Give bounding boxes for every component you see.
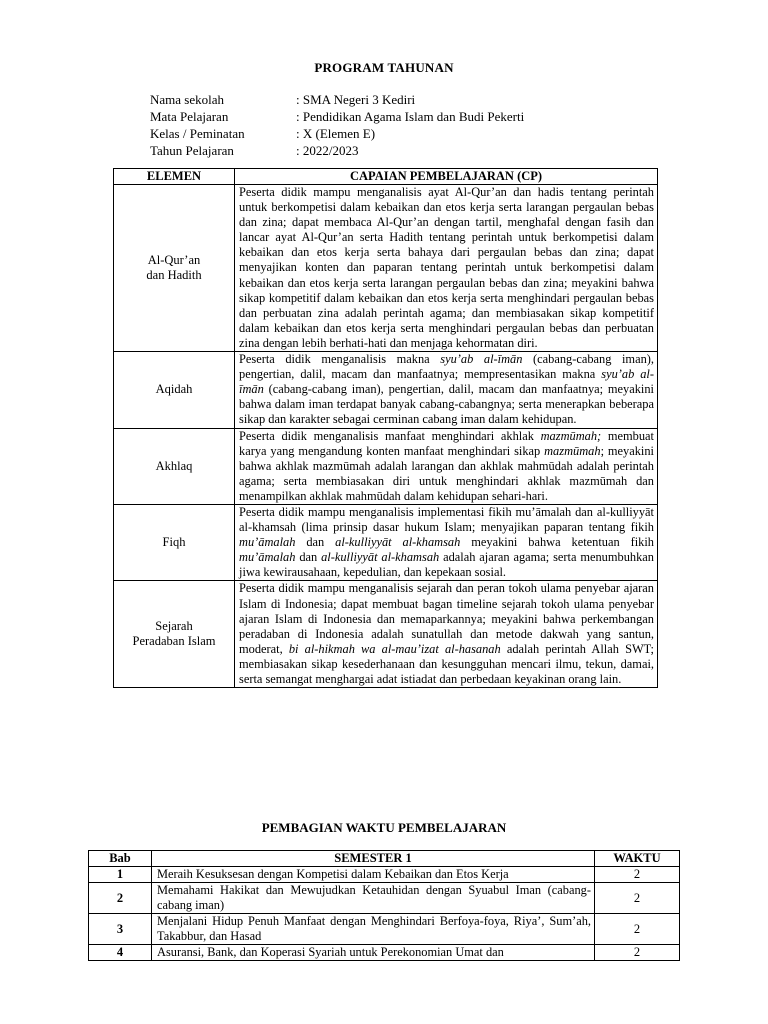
topic-cell: Meraih Kesuksesan dengan Kompetisi dalam Kebaikan dan Etos Kerja xyxy=(152,867,595,883)
info-key: Mata Pelajaran xyxy=(150,109,229,124)
info-key: Tahun Pelajaran xyxy=(150,143,234,158)
cp-description-cell xyxy=(235,581,658,688)
cp-element-cell xyxy=(114,581,235,688)
text-run: adalah ajaran agama; serta menumbuhkan jiwa kewirausahaan, kepedulian, dan kepekaan sosial. xyxy=(239,550,654,580)
time-allocation-table xyxy=(88,850,680,961)
cp-element-cell xyxy=(114,352,235,428)
element-name-line: Al-Qur’an xyxy=(147,253,201,268)
time-table-body xyxy=(89,867,680,961)
cp-header-capaian: CAPAIAN PEMBELAJARAN (CP) xyxy=(235,169,658,185)
bab-cell: 2 xyxy=(89,883,152,914)
time-row xyxy=(89,883,680,914)
cp-table xyxy=(113,168,658,688)
info-key: Kelas / Peminatan xyxy=(150,126,245,141)
element-name-line: Sejarah xyxy=(155,619,193,634)
cp-row xyxy=(114,428,658,504)
topic-cell: Menjalani Hidup Penuh Manfaat dengan Menghindari Berfoya-foya, Riya’, Sum’ah, Takabbur, dan Hasad xyxy=(152,914,595,945)
waktu-cell: 2 xyxy=(595,914,680,945)
waktu-cell: 2 xyxy=(595,883,680,914)
cp-element-cell xyxy=(114,504,235,580)
italic-term: syu’ab al-īmān xyxy=(440,352,523,367)
italic-term: mazmūmah; xyxy=(540,428,602,443)
waktu-cell: 2 xyxy=(595,867,680,883)
text-run: dan xyxy=(295,535,336,550)
text-run: ; meyakini bahwa akhlak mazmūmah adalah larangan dan akhlak mahmūdah adalah perintah agama; serta membiasakan diri untuk menghindari akhlak mazmūmah dan menampilkan akhlak mahmūdah dalam kehidupan sehari-hari. xyxy=(239,443,654,503)
element-name-line: dan Hadith xyxy=(146,268,202,283)
text-run: Peserta didik menganalisis manfaat menghindari akhlak xyxy=(239,428,541,443)
text-run: Peserta didik mampu menganalisis sejarah dan peran tokoh ulama penyebar ajaran Islam di Indonesia; dapat membuat bagan timeline sejarah tokoh ulama penyebar ajaran Islam di Indonesia dan memaparkannya; meyakini bahwa perkembangan peradaban di Indonesia adalah sunatullah dan metode dakwah yang santun, moderat, xyxy=(239,581,654,656)
cp-table-body xyxy=(114,185,658,688)
info-row xyxy=(150,91,524,108)
header-semester: SEMESTER 1 xyxy=(152,851,595,867)
text-run: adalah perintah Allah SWT; membiasakan sikap kesederhanaan dan kesungguhan mencari ilmu, tekun, damai, serta semangat menghargai adat istiadat dan perbedaan keyakinan orang lain. xyxy=(239,641,655,686)
document-title: PROGRAM TAHUNAN xyxy=(314,60,454,75)
topic-cell: Asuransi, Bank, dan Koperasi Syariah untuk Perekonomian Umat dan xyxy=(152,945,595,961)
time-row xyxy=(89,945,680,961)
cp-row xyxy=(114,504,658,580)
italic-term: al-kulliyyāt al-khamsah xyxy=(335,535,461,550)
text-run: (cabang-cabang iman), pengertian, dalil, macam dan manfaatnya; meyakini bahwa dalam iman terdapat banyak cabang-cabangnya; serta menerapkan beberapa sikap dan karakter sebagai cerminan cabang iman dalam kehidupan. xyxy=(239,382,654,427)
element-name-line: Akhlaq xyxy=(155,458,193,473)
italic-term: mazmūmah xyxy=(544,443,601,458)
cp-description-cell: Peserta didik mampu menganalisis ayat Al-Qur’an dan hadis tentang perintah untuk berkompetisi dalam kebaikan dan etos kerja serta larangan pergaulan bebas dan zina; dapat membaca Al-Qur’an dengan tartil, menghafal dengan fasih dan lancar ayat Al-Qur’an serta Hadith tentang perintah untuk berkompetisi dalam kebaikan dan etos kerja serta bahaya dari pergaulan bebas dan zina; dapat menyajikan konten dan paparan tentang perintah untuk berkompetisi dalam kebaikan dan etos kerja serta larangan pergaulan bebas dan zina; meyakini bahwa sikap kompetitif dalam kebaikan dan etos kerja serta menghindari pergaulan bebas dan perbuatan zina adalah perintah agama; dan membiasakan sikap kompetitif dalam kebaikan dan etos kerja serta menghindari pergaulan bebas dan perbuatan zina dengan lebih berhati-hati dan menjaga kehormatan diri. xyxy=(235,185,658,352)
element-name-line: Aqidah xyxy=(155,382,193,397)
waktu-cell: 2 xyxy=(595,945,680,961)
element-name-line: Fiqh xyxy=(162,535,186,550)
info-key: Nama sekolah xyxy=(150,92,225,107)
cp-element-cell xyxy=(114,185,235,352)
text-run: Peserta didik menganalisis makna xyxy=(239,352,441,367)
cp-row xyxy=(114,581,658,688)
italic-term: al-kulliyyāt al-khamsah xyxy=(321,550,440,565)
cp-element-cell xyxy=(114,428,235,504)
header-bab: Bab xyxy=(89,851,152,867)
italic-term: mu’āmalah xyxy=(239,550,296,565)
time-row xyxy=(89,867,680,883)
section-title: PEMBAGIAN WAKTU PEMBELAJARAN xyxy=(261,820,507,835)
info-value: : X (Elemen E) xyxy=(296,126,376,141)
time-row xyxy=(89,914,680,945)
bab-cell: 1 xyxy=(89,867,152,883)
text-run: membuat karya yang mengandung konten manfaat menghindari sikap xyxy=(239,428,654,458)
cp-description-cell xyxy=(235,352,658,428)
element-name-line: Peradaban Islam xyxy=(132,634,216,649)
info-row xyxy=(150,125,524,142)
cp-header-row xyxy=(114,169,658,185)
italic-term: bi al-hikmah wa al-mau’izat al-hasanah xyxy=(288,641,501,656)
time-header-row xyxy=(89,851,680,867)
text-run: dan xyxy=(295,550,322,565)
school-info xyxy=(150,91,524,159)
cp-row xyxy=(114,352,658,428)
text-run: (cabang-cabang iman), pengertian, dalil, macam dan manfaatnya; mempresentasikan makna xyxy=(239,352,654,382)
info-value: : SMA Negeri 3 Kediri xyxy=(296,92,416,107)
topic-cell: Memahami Hakikat dan Mewujudkan Ketauhidan dengan Syuabul Iman (cabang-cabang iman) xyxy=(152,883,595,914)
bab-cell: 3 xyxy=(89,914,152,945)
info-row xyxy=(150,108,524,125)
info-value: : Pendidikan Agama Islam dan Budi Pekerti xyxy=(296,109,525,124)
text-run: meyakini bahwa ketentuan fikih xyxy=(460,535,654,550)
italic-term: syu’ab al-īmān xyxy=(239,367,654,397)
cp-row xyxy=(114,185,658,352)
info-row xyxy=(150,142,524,159)
italic-term: mu’āmalah xyxy=(239,535,296,550)
info-value: : 2022/2023 xyxy=(296,143,359,158)
text-run: Peserta didik mampu menganalisis implementasi fikih mu’āmalah dan al-kulliyyāt al-khamsah (lima prinsip dasar hukum Islam; menyajikan paparan tentang fikih xyxy=(239,504,654,535)
bab-cell: 4 xyxy=(89,945,152,961)
cp-header-elemen: ELEMEN xyxy=(114,169,235,185)
header-waktu: WAKTU xyxy=(595,851,680,867)
cp-description-cell xyxy=(235,504,658,580)
cp-description-cell xyxy=(235,428,658,504)
